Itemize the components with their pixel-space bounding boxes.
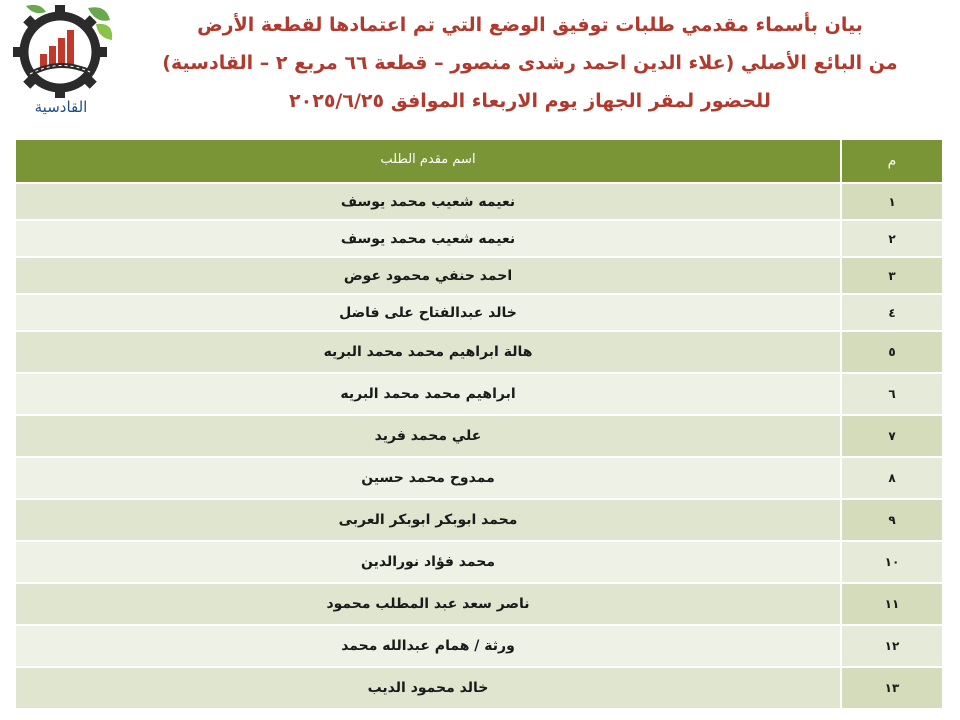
applicant-name: ورثة / همام عبدالله محمد xyxy=(15,625,841,667)
row-number: ٥ xyxy=(841,331,943,373)
applicant-name: نعيمه شعيب محمد يوسف xyxy=(15,183,841,220)
table-row xyxy=(15,625,943,667)
table-row xyxy=(15,541,943,583)
title-line-3: للحضور لمقر الجهاز يوم الاربعاء الموافق ٢٠٢٥/٦/٢٥ xyxy=(289,90,771,112)
table-row xyxy=(15,583,943,625)
row-number: ٨ xyxy=(841,457,943,499)
applicant-name: هالة ابراهيم محمد محمد البريه xyxy=(15,331,841,373)
row-number: ١٣ xyxy=(841,667,943,709)
row-number: ٩ xyxy=(841,499,943,541)
applicant-name: محمد ابوبكر ابوبكر العربى xyxy=(15,499,841,541)
applicant-name: ممدوح محمد حسين xyxy=(15,457,841,499)
row-number: ٧ xyxy=(841,415,943,457)
logo-caption: القادسية xyxy=(34,98,88,116)
table-row xyxy=(15,499,943,541)
gear-chart-logo-icon xyxy=(6,2,116,98)
applicant-name: محمد فؤاد نورالدين xyxy=(15,541,841,583)
table-header-row xyxy=(15,139,943,183)
row-number: ٦ xyxy=(841,373,943,415)
table-row xyxy=(15,294,943,331)
table-row xyxy=(15,457,943,499)
table-row xyxy=(15,331,943,373)
city-logo xyxy=(6,2,116,128)
row-number: ١ xyxy=(841,183,943,220)
row-number: ٤ xyxy=(841,294,943,331)
applicant-name: خالد عبدالفتاح على فاضل xyxy=(15,294,841,331)
page-header xyxy=(0,0,960,135)
table-row xyxy=(15,373,943,415)
row-number: ١١ xyxy=(841,583,943,625)
table-row xyxy=(15,220,943,257)
row-number: ٣ xyxy=(841,257,943,294)
applicants-table xyxy=(14,138,944,710)
header-number: م xyxy=(841,139,943,183)
row-number: ٢ xyxy=(841,220,943,257)
applicant-name: علي محمد فريد xyxy=(15,415,841,457)
applicant-name: خالد محمود الديب xyxy=(15,667,841,709)
applicant-name: احمد حنفي محمود عوض xyxy=(15,257,841,294)
table-row xyxy=(15,415,943,457)
applicant-name: ناصر سعد عبد المطلب محمود xyxy=(15,583,841,625)
table-row xyxy=(15,183,943,220)
header-name: اسم مقدم الطلب xyxy=(15,139,841,183)
title-line-1: بيان بأسماء مقدمي طلبات توفيق الوضع التي تم اعتمادها لقطعة الأرض xyxy=(197,14,863,36)
title-line-2: من البائع الأصلي (علاء الدين احمد رشدى منصور – قطعة ٦٦ مربع ٢ – القادسية) xyxy=(162,52,898,74)
applicant-name: نعيمه شعيب محمد يوسف xyxy=(15,220,841,257)
row-number: ١٠ xyxy=(841,541,943,583)
table-row xyxy=(15,257,943,294)
table-row xyxy=(15,667,943,709)
row-number: ١٢ xyxy=(841,625,943,667)
document-title xyxy=(120,6,940,120)
applicant-name: ابراهيم محمد محمد البريه xyxy=(15,373,841,415)
